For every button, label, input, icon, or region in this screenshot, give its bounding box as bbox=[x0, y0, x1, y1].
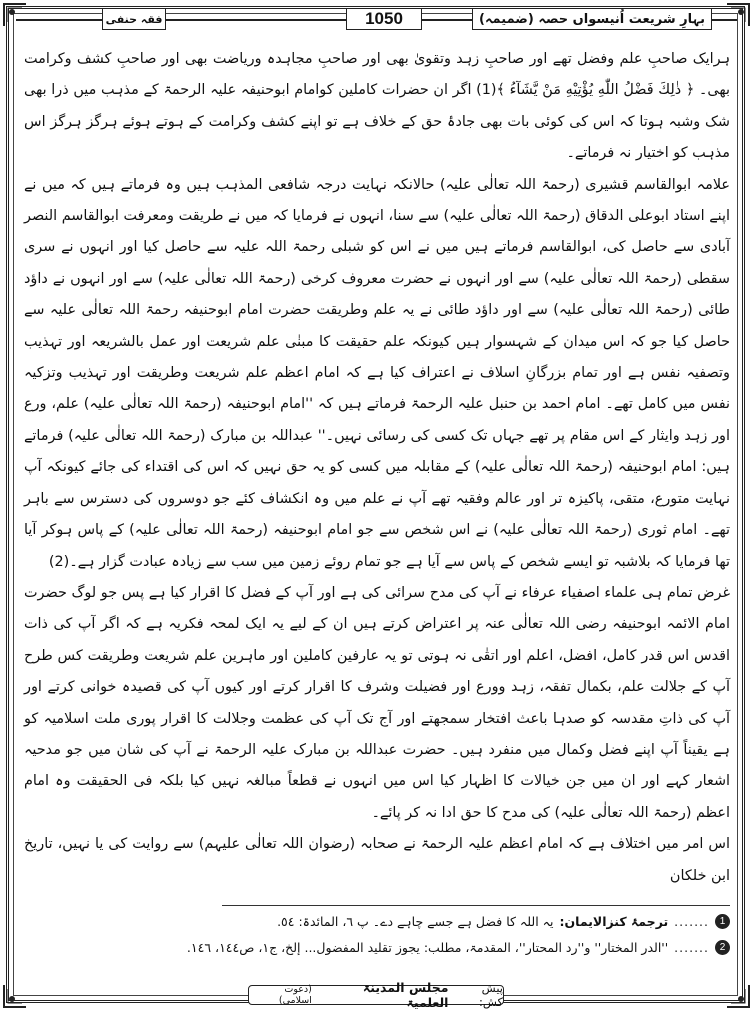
footnote-text: ''الدر المختار'' و''رد المحتار''، المقدمۃ، مطلب: یجوز تقلید المفضول... إلخ، ج١، ص١٤٤، ١٤٦. bbox=[186, 939, 669, 955]
footnote-dots: ....... bbox=[674, 939, 709, 955]
main-text bbox=[24, 44, 730, 892]
footnote-text: یہ اللہ کا فضل ہے جسے چاہے دے۔ پ ٦، المائدۃ: ٥٤. bbox=[277, 913, 554, 929]
page-number: 1050 bbox=[346, 8, 422, 30]
page-header bbox=[16, 6, 737, 34]
paragraph: علامہ ابوالقاسم قشیری (رحمۃ اللہ تعالٰی علیہ) حالانکہ نہایت درجہ شافعی المذہب ہیں وہ فرماتے ہیں کہ میں نے اپنے استاد ابوعلی الدقاق (رحمۃ اللہ تعالٰی علیہ) سے سنا، انہوں نے فرمایا کہ میں نے طریقت ومعرفت ابوالقاسم النصر آبادی سے حاصل کی، ابوالقاسم فرماتے ہیں میں نے اس کو شبلی رحمۃ اللہ علیہ سے حاصل کیا اور انہوں نے سری سقطی (رحمۃ اللہ تعالٰی علیہ) سے اور انہوں نے حضرت معروف کرخی (رحمۃ اللہ تعالٰی علیہ) سے اور انہوں نے داؤد طائی (رحمۃ اللہ تعالٰی علیہ) سے اور داؤد طائی نے یہ علم وطریقت حضرت امام ابوحنیفہ رحمۃ اللہ تعالٰی علیہ سے حاصل کیا جو کہ اس میدان کے شہسوار ہیں کیونکہ علم حقیقت کا مبنٰی علم شریعت اور عمل بالشریعہ اور تہذیب وتصفیہ نفس ہے اور تمام بزرگانِ اسلاف نے اعتراف کیا ہے کہ امام اعظم علم شریعت وطریقت اور تہذیب وتزکیہ نفس میں کامل تھے۔ امام احمد بن حنبل علیہ الرحمۃ فرماتے ہیں کہ ''امام ابوحنیفہ (رحمۃ اللہ تعالٰی علیہ) علم، ورع اور زہد وایثار کے اس مقام پر تھے جہاں تک کسی کی رسائی نہیں۔'' عبداللہ بن مبارک (رحمۃ اللہ تعالٰی علیہ) فرماتے ہیں: امام ابوحنیفہ (رحمۃ اللہ تعالٰی علیہ) کے مقابلہ میں کسی کو یہ حق نہیں کہ اس کی اقتداء کی جائے کیونکہ آپ نہایت متورع، متقی، پاکیزہ تر اور عالم وفقیہ تھے آپ نے علم میں وہ انکشاف کئے جو دوسروں کی دسترس سے باہر تھے۔ امام ثوری (رحمۃ اللہ تعالٰی علیہ) نے اس شخص سے جو امام ابوحنیفہ (رحمۃ اللہ تعالٰی علیہ) کے پاس ہوکر آیا تھا فرمایا کہ بلاشبہ تو ایسے شخص کے پاس سے آیا ہے جو تمام روئے زمین میں سب سے زیادہ عبادت گزار ہے۔(2) bbox=[24, 176, 730, 570]
publisher-footer bbox=[248, 980, 504, 1010]
footnote-separator bbox=[222, 905, 730, 906]
header-rule bbox=[422, 19, 472, 21]
header-rule bbox=[16, 19, 102, 21]
corner-ornament-icon bbox=[725, 983, 751, 1009]
header-rule bbox=[712, 19, 737, 21]
footnote-dots: ....... bbox=[674, 913, 709, 929]
paragraph: اس امر میں اختلاف ہے کہ امام اعظم علیہ الرحمۃ نے صحابہ (رضوان اللہ تعالٰی علیہم) سے روایت کی یا نہیں، تاریخ ابن خلکان bbox=[24, 836, 730, 884]
footnote-label: ترجمۂ کنزالایمان: bbox=[559, 913, 669, 929]
section-label: فقہ حنفی bbox=[102, 8, 166, 30]
footnote-number: 1 bbox=[715, 914, 730, 929]
paragraph: ہرایک صاحبِ علم وفضل تھے اور صاحبِ زہد وتقویٰ بھی اور صاحبِ مجاہدہ وریاضت بھی اور صاحبِ کشف وکرامت بھی۔ ﴿ ذٰلِكَ فَضْلُ اللّٰهِ يُؤْتِيْهِ مَنْ يَّشَآءُ ﴾(1) اگر ان حضرات کاملین کوامام ابوحنیفہ علیہ الرحمۃ کے مذہب میں ذرا بھی شک وشبہ ہوتا کہ اس کی کوئی بات بھی جادۂ حق کے خلاف ہے تو اپنے کشف وکرامت کے ہوتے ہوئے ہرگز ہرگز اس مذہب کو اختیار نہ فرماتے۔ bbox=[24, 51, 730, 162]
header-rule bbox=[166, 19, 346, 21]
paragraph: غرض تمام ہی علماء اصفیاء عرفاء نے آپ کی مدح سرائی کی ہے اور آپ کے فضل کا اقرار کیا ہے پس جو لوگ حضرت امام الائمہ ابوحنیفہ رضی اللہ تعالٰی عنہ پر اعتراض کرتے ہیں ان کے لیے یہ ایک لمحہ فکریہ ہے کہ اگر آپ کی ذات اقدس اس قدر کامل، افضل، اعلم اور اتقٰی نہ ہوتی تو یہ عارفین کاملین اور ماہرین علم شریعت وطریقت کس طرح آپ کے جلالت علم، بکمال تفقہ، زہد وورع اور فضیلت وشرف کا اقرار کرتے اور کیوں آپ کی قصیدہ خوانی کرتے اور آپ کی ذاتِ مقدسہ کو صدہا باعث افتخار سمجھتے اور آج تک آپ کی عظمت وجلالت کا اقرار پوری ملت اسلامیہ کو ہے یقیناً آپ اپنے فضل وکمال میں منفرد ہیں۔ حضرت عبداللہ بن مبارک علیہ الرحمۃ نے آپ کی شان میں جو مدحیہ اشعار کہے اور ان میں جن خیالات کا اظہار کیا اس میں انہوں نے قطعاً مبالغہ نہیں کیا بلکہ فی الحقیقت وہ امام اعظم (رحمۃ اللہ تعالٰی علیہ) کی مدح کا حق ادا نہ کر پائے۔ bbox=[24, 584, 730, 821]
footnote bbox=[24, 908, 730, 934]
footnotes bbox=[24, 908, 730, 960]
book-title: بہارِ شریعت اُنیسواں حصہ (ضمیمہ) bbox=[472, 8, 712, 30]
corner-ornament-icon bbox=[2, 983, 28, 1009]
footer-sub: (دعوت اسلامی) bbox=[278, 984, 312, 1006]
footnote bbox=[24, 934, 730, 960]
footnote-number: 2 bbox=[715, 940, 730, 955]
footer-organization: مجلس المدینۃ العلمیۃ bbox=[362, 980, 449, 1010]
footer-presenter: پیش کش: bbox=[478, 981, 503, 1009]
